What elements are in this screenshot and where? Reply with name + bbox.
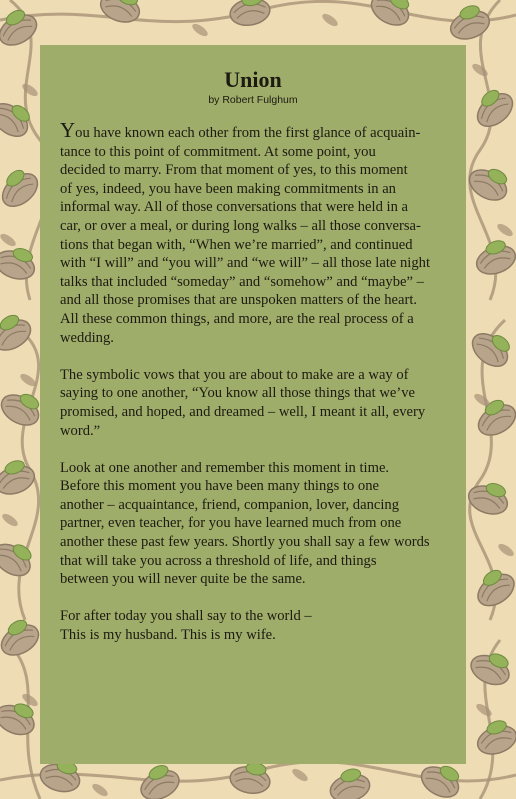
text-line: For after today you shall say to the world – — [60, 608, 312, 625]
text-line: between you will never quite be the same. — [60, 571, 306, 588]
text-line: You have known each other from the first glance of acquain- — [60, 118, 421, 142]
text-line: talks that included “someday” and “somehow” and “maybe” – — [60, 273, 424, 290]
paragraph-2 — [60, 366, 446, 440]
poem-card — [40, 45, 466, 764]
text-line: tions that began with, “When we’re married”, and continued — [60, 236, 413, 253]
text-line: and all those promises that are unspoken matters of the heart. — [60, 292, 418, 309]
text-line: saying to one another, “You know all those things that we’ve — [60, 385, 416, 402]
text-line: This is my husband. This is my wife. — [60, 627, 276, 644]
poem-title: Union — [224, 67, 282, 92]
text-line: another – acquaintance, friend, companion, lover, dancing — [60, 496, 399, 513]
text-line: car, or over a meal, or during long walks – all those conversa- — [60, 217, 421, 234]
text-line: Before this moment you have been many things to one — [60, 478, 379, 495]
text-line: partner, even teacher, for you have learned much from one — [60, 515, 402, 532]
text-line: Look at one another and remember this moment in time. — [60, 459, 390, 476]
text-line: word.” — [60, 422, 101, 439]
paragraph-1 — [60, 118, 446, 347]
paragraph-4 — [60, 607, 446, 644]
poem-author: by Robert Fulghum — [208, 94, 298, 106]
text-line: wedding. — [60, 329, 114, 346]
drop-cap: Y — [60, 118, 76, 142]
text-line: The symbolic vows that you are about to make are a way of — [60, 366, 409, 383]
text-line: promised, and hoped, and dreamed – well, I meant it all, every — [60, 403, 426, 420]
text-line: informal way. All of those conversations that were held in a — [60, 199, 408, 216]
text-line: of yes, indeed, you have been making commitments in an — [60, 180, 396, 197]
text-line: All these common things, and more, are the real process of a — [60, 310, 414, 327]
text-line: decided to marry. From that moment of yes, to this moment — [60, 162, 408, 179]
paragraph-3 — [60, 459, 446, 589]
text-line: another these past few years. Shortly you shall say a few words — [60, 534, 430, 551]
text-line: that will take you across a threshold of life, and things — [60, 552, 377, 569]
text-line: with “I will” and “you will” and “we will” – all those late night — [60, 255, 431, 272]
text-line: tance to this point of commitment. At some point, you — [60, 143, 376, 160]
